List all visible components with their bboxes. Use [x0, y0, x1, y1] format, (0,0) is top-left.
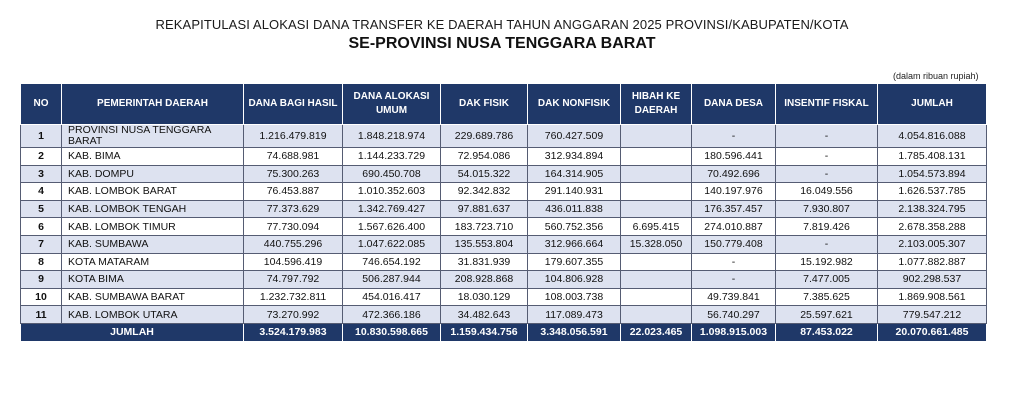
cell-dak-fisik: 34.482.643	[441, 306, 528, 324]
cell-region: KAB. DOMPU	[62, 165, 244, 183]
cell-jumlah: 2.678.358.288	[878, 218, 987, 236]
cell-dana-desa: -	[692, 125, 776, 148]
col-header-dau: DANA ALOKASI UMUM	[343, 84, 441, 125]
cell-dbh: 74.797.792	[244, 271, 343, 289]
cell-dbh: 104.596.419	[244, 253, 343, 271]
cell-dak-nonfisik: 760.427.509	[528, 125, 621, 148]
cell-region: KAB. LOMBOK BARAT	[62, 183, 244, 201]
cell-dana-desa: 56.740.297	[692, 306, 776, 324]
table-row	[21, 271, 987, 289]
cell-region: KAB. LOMBOK TENGAH	[62, 200, 244, 218]
total-hibah: 22.023.465	[621, 323, 692, 341]
cell-hibah	[621, 200, 692, 218]
table-row	[21, 288, 987, 306]
allocation-table	[20, 83, 987, 342]
cell-dbh: 77.730.094	[244, 218, 343, 236]
cell-dbh: 76.453.887	[244, 183, 343, 201]
cell-jumlah: 2.103.005.307	[878, 235, 987, 253]
cell-dbh: 440.755.296	[244, 235, 343, 253]
cell-no: 4	[21, 183, 62, 201]
cell-no: 6	[21, 218, 62, 236]
cell-dana-desa: -	[692, 253, 776, 271]
cell-dau: 1.010.352.603	[343, 183, 441, 201]
cell-dak-fisik: 97.881.637	[441, 200, 528, 218]
cell-dbh: 1.232.732.811	[244, 288, 343, 306]
cell-dbh: 1.216.479.819	[244, 125, 343, 148]
cell-dak-nonfisik: 291.140.931	[528, 183, 621, 201]
cell-region: KOTA MATARAM	[62, 253, 244, 271]
cell-dana-desa: 180.596.441	[692, 148, 776, 166]
cell-no: 3	[21, 165, 62, 183]
cell-dak-nonfisik: 117.089.473	[528, 306, 621, 324]
cell-region: KAB. LOMBOK TIMUR	[62, 218, 244, 236]
cell-jumlah: 1.626.537.785	[878, 183, 987, 201]
total-insentif: 87.453.022	[776, 323, 878, 341]
cell-dak-nonfisik: 436.011.838	[528, 200, 621, 218]
cell-insentif: -	[776, 165, 878, 183]
report-subtitle: SE-PROVINSI NUSA TENGGARA BARAT	[348, 35, 656, 52]
cell-dak-nonfisik: 104.806.928	[528, 271, 621, 289]
col-header-dak-nonfisik: DAK NONFISIK	[528, 84, 621, 125]
cell-dak-nonfisik: 108.003.738	[528, 288, 621, 306]
cell-dak-fisik: 135.553.804	[441, 235, 528, 253]
cell-hibah	[621, 288, 692, 306]
cell-insentif: 15.192.982	[776, 253, 878, 271]
total-jumlah: 20.070.661.485	[878, 323, 987, 341]
cell-dak-nonfisik: 164.314.905	[528, 165, 621, 183]
cell-hibah: 6.695.415	[621, 218, 692, 236]
table-total-row	[21, 323, 987, 341]
cell-dau: 1.342.769.427	[343, 200, 441, 218]
cell-insentif: 7.385.625	[776, 288, 878, 306]
total-dak-fisik: 1.159.434.756	[441, 323, 528, 341]
cell-dbh: 77.373.629	[244, 200, 343, 218]
cell-region: KAB. BIMA	[62, 148, 244, 166]
cell-hibah	[621, 148, 692, 166]
cell-no: 11	[21, 306, 62, 324]
total-dbh: 3.524.179.983	[244, 323, 343, 341]
table-header-row	[21, 84, 987, 125]
cell-dak-fisik: 183.723.710	[441, 218, 528, 236]
cell-dana-desa: 150.779.408	[692, 235, 776, 253]
cell-no: 5	[21, 200, 62, 218]
cell-insentif: -	[776, 125, 878, 148]
report-title: REKAPITULASI ALOKASI DANA TRANSFER KE DAERAH TAHUN ANGGARAN 2025 PROVINSI/KABUPATEN/KOTA	[155, 17, 849, 32]
total-dak-nonfisik: 3.348.056.591	[528, 323, 621, 341]
cell-insentif: 7.477.005	[776, 271, 878, 289]
cell-jumlah: 2.138.324.795	[878, 200, 987, 218]
cell-dana-desa: 140.197.976	[692, 183, 776, 201]
cell-dak-nonfisik: 560.752.356	[528, 218, 621, 236]
col-header-jumlah: JUMLAH	[878, 84, 987, 125]
cell-dana-desa: 70.492.696	[692, 165, 776, 183]
cell-hibah	[621, 271, 692, 289]
col-header-insentif: INSENTIF FISKAL	[776, 84, 878, 125]
cell-dak-fisik: 208.928.868	[441, 271, 528, 289]
cell-dak-fisik: 72.954.086	[441, 148, 528, 166]
cell-dak-fisik: 229.689.786	[441, 125, 528, 148]
cell-region: KAB. SUMBAWA	[62, 235, 244, 253]
cell-dak-nonfisik: 312.966.664	[528, 235, 621, 253]
cell-dau: 1.567.626.400	[343, 218, 441, 236]
cell-no: 10	[21, 288, 62, 306]
cell-hibah	[621, 183, 692, 201]
cell-dau: 690.450.708	[343, 165, 441, 183]
cell-dak-nonfisik: 312.934.894	[528, 148, 621, 166]
cell-dak-fisik: 54.015.322	[441, 165, 528, 183]
cell-jumlah: 779.547.212	[878, 306, 987, 324]
table-row	[21, 125, 987, 148]
cell-dana-desa: -	[692, 271, 776, 289]
table-row	[21, 200, 987, 218]
cell-insentif: 7.819.426	[776, 218, 878, 236]
col-header-region: PEMERINTAH DAERAH	[62, 84, 244, 125]
cell-dana-desa: 176.357.457	[692, 200, 776, 218]
col-header-dana-desa: DANA DESA	[692, 84, 776, 125]
table-row	[21, 218, 987, 236]
table-row	[21, 235, 987, 253]
cell-hibah: 15.328.050	[621, 235, 692, 253]
table-row	[21, 253, 987, 271]
col-header-no: NO	[21, 84, 62, 125]
cell-jumlah: 1.077.882.887	[878, 253, 987, 271]
cell-hibah	[621, 306, 692, 324]
cell-dana-desa: 274.010.887	[692, 218, 776, 236]
cell-dak-fisik: 92.342.832	[441, 183, 528, 201]
cell-dau: 1.144.233.729	[343, 148, 441, 166]
cell-dau: 506.287.944	[343, 271, 441, 289]
cell-jumlah: 4.054.816.088	[878, 125, 987, 148]
cell-dak-fisik: 31.831.939	[441, 253, 528, 271]
table-row	[21, 183, 987, 201]
table-row	[21, 148, 987, 166]
table-row	[21, 165, 987, 183]
col-header-dbh: DANA BAGI HASIL	[244, 84, 343, 125]
unit-note: (dalam ribuan rupiah)	[893, 71, 979, 81]
cell-insentif: -	[776, 235, 878, 253]
total-label: JUMLAH	[21, 323, 244, 341]
cell-hibah	[621, 165, 692, 183]
table-row	[21, 306, 987, 324]
cell-dbh: 75.300.263	[244, 165, 343, 183]
total-dana-desa: 1.098.915.003	[692, 323, 776, 341]
cell-region: KAB. LOMBOK UTARA	[62, 306, 244, 324]
cell-region: KAB. SUMBAWA BARAT	[62, 288, 244, 306]
cell-hibah	[621, 125, 692, 148]
cell-dak-fisik: 18.030.129	[441, 288, 528, 306]
col-header-hibah: HIBAH KE DAERAH	[621, 84, 692, 125]
cell-region: PROVINSI NUSA TENGGARA BARAT	[62, 125, 244, 148]
cell-no: 1	[21, 125, 62, 148]
cell-dbh: 73.270.992	[244, 306, 343, 324]
cell-jumlah: 902.298.537	[878, 271, 987, 289]
cell-dau: 472.366.186	[343, 306, 441, 324]
cell-dau: 454.016.417	[343, 288, 441, 306]
cell-insentif: 16.049.556	[776, 183, 878, 201]
cell-jumlah: 1.869.908.561	[878, 288, 987, 306]
cell-dau: 1.047.622.085	[343, 235, 441, 253]
cell-jumlah: 1.054.573.894	[878, 165, 987, 183]
cell-no: 9	[21, 271, 62, 289]
col-header-dak-fisik: DAK FISIK	[441, 84, 528, 125]
cell-jumlah: 1.785.408.131	[878, 148, 987, 166]
total-dau: 10.830.598.665	[343, 323, 441, 341]
cell-hibah	[621, 253, 692, 271]
cell-dak-nonfisik: 179.607.355	[528, 253, 621, 271]
cell-no: 2	[21, 148, 62, 166]
cell-no: 7	[21, 235, 62, 253]
cell-region: KOTA BIMA	[62, 271, 244, 289]
cell-dbh: 74.688.981	[244, 148, 343, 166]
cell-insentif: 7.930.807	[776, 200, 878, 218]
cell-insentif: -	[776, 148, 878, 166]
cell-dana-desa: 49.739.841	[692, 288, 776, 306]
cell-dau: 746.654.192	[343, 253, 441, 271]
cell-dau: 1.848.218.974	[343, 125, 441, 148]
cell-insentif: 25.597.621	[776, 306, 878, 324]
cell-no: 8	[21, 253, 62, 271]
